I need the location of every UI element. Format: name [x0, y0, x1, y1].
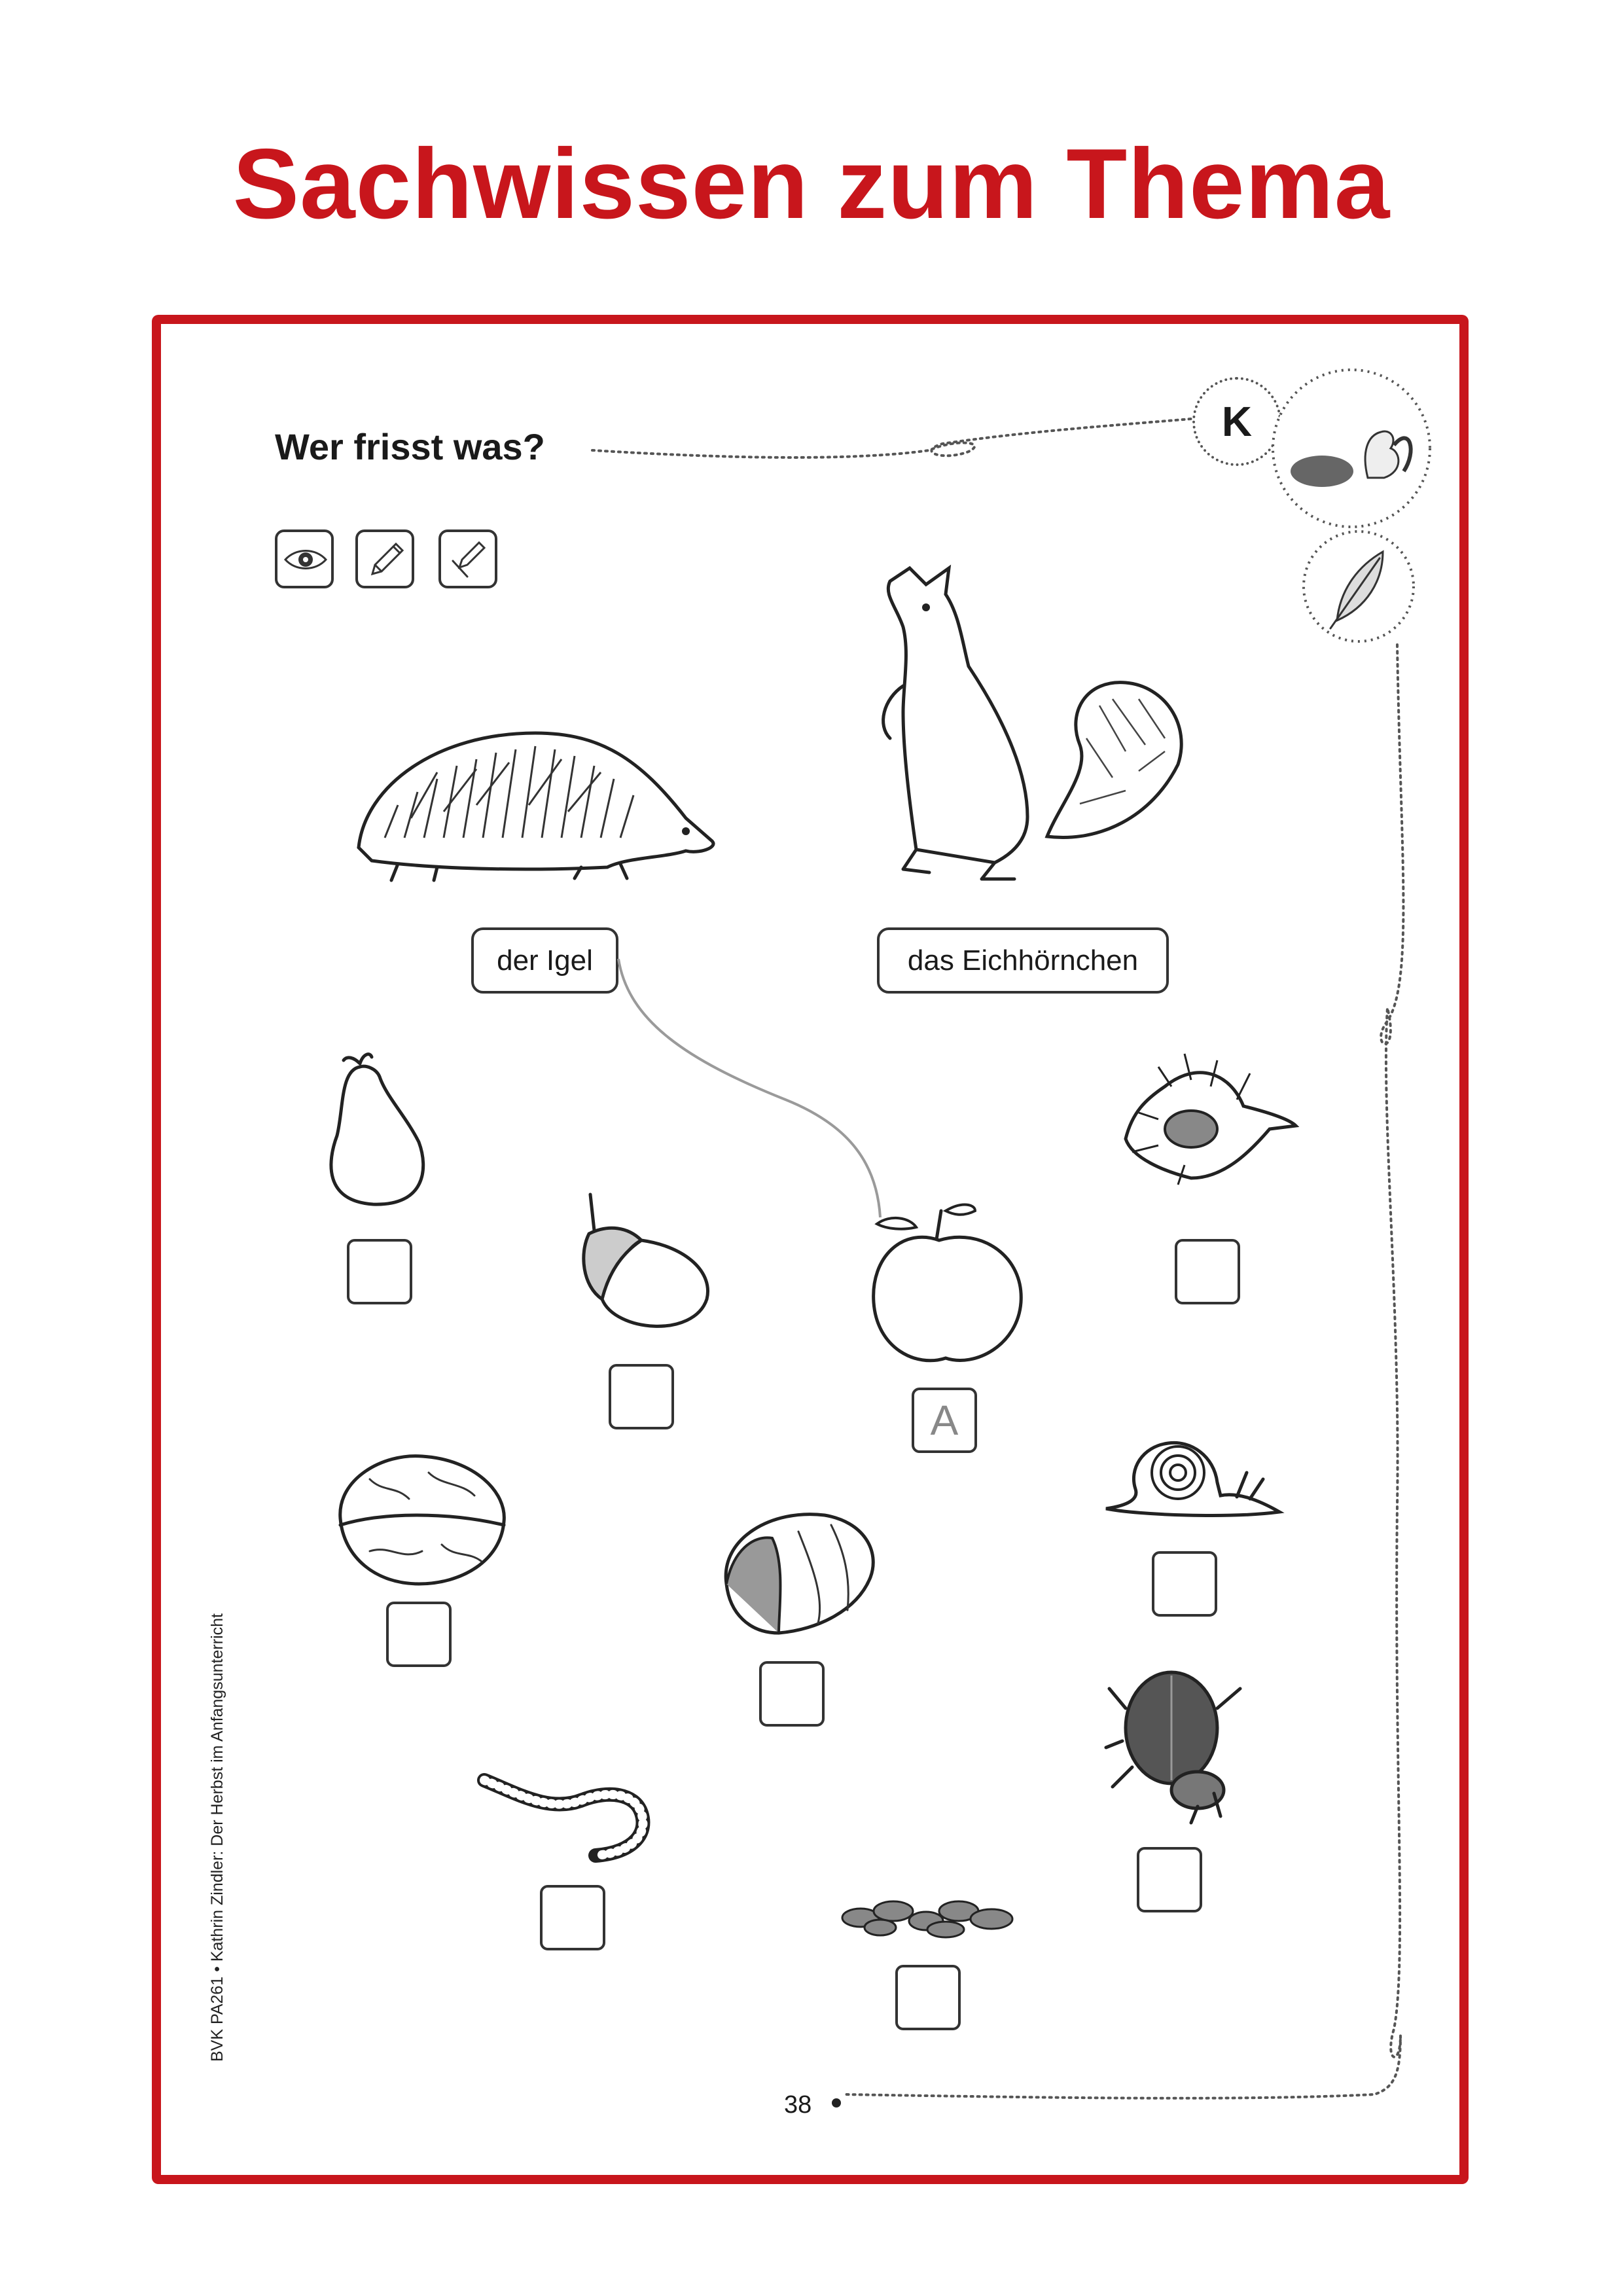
acorn-illustration [576, 1181, 717, 1342]
walnut-illustration [330, 1446, 510, 1590]
checkbox-pear[interactable] [347, 1239, 412, 1304]
chestnut-illustration [1119, 1047, 1299, 1188]
label-squirrel: das Eichhörnchen [877, 927, 1169, 994]
pear-illustration [314, 1050, 438, 1214]
checkbox-walnut[interactable] [386, 1602, 452, 1667]
seeds-illustration [841, 1892, 1021, 1941]
checkbox-chestnut[interactable] [1175, 1239, 1240, 1304]
beetle-illustration [1106, 1662, 1247, 1823]
corner-letter-badge: K [1192, 377, 1281, 466]
page-title: Sachwissen zum Thema [232, 128, 1391, 240]
checkbox-beetle[interactable] [1137, 1847, 1202, 1912]
sidebar-credit: BVK PA261 • Kathrin Zindler: Der Herbst im Anfangsunterricht [208, 1613, 226, 2062]
snail-illustration [1099, 1437, 1283, 1528]
checkbox-snail[interactable] [1152, 1551, 1217, 1617]
apple-illustration [864, 1191, 1027, 1374]
checkbox-apple[interactable]: A [912, 1388, 977, 1453]
hazelnut-illustration [713, 1499, 880, 1640]
checkbox-hazelnut[interactable] [759, 1661, 825, 1727]
label-hedgehog: der Igel [471, 927, 618, 994]
worksheet-title: Wer frisst was? [275, 426, 545, 467]
page-number: 38 [784, 2091, 812, 2119]
checkbox-acorn[interactable] [609, 1364, 674, 1429]
checkbox-seeds[interactable] [895, 1965, 961, 2030]
worm-illustration [478, 1767, 661, 1865]
checkbox-worm[interactable] [540, 1885, 605, 1950]
page-number-dot [830, 2096, 843, 2109]
